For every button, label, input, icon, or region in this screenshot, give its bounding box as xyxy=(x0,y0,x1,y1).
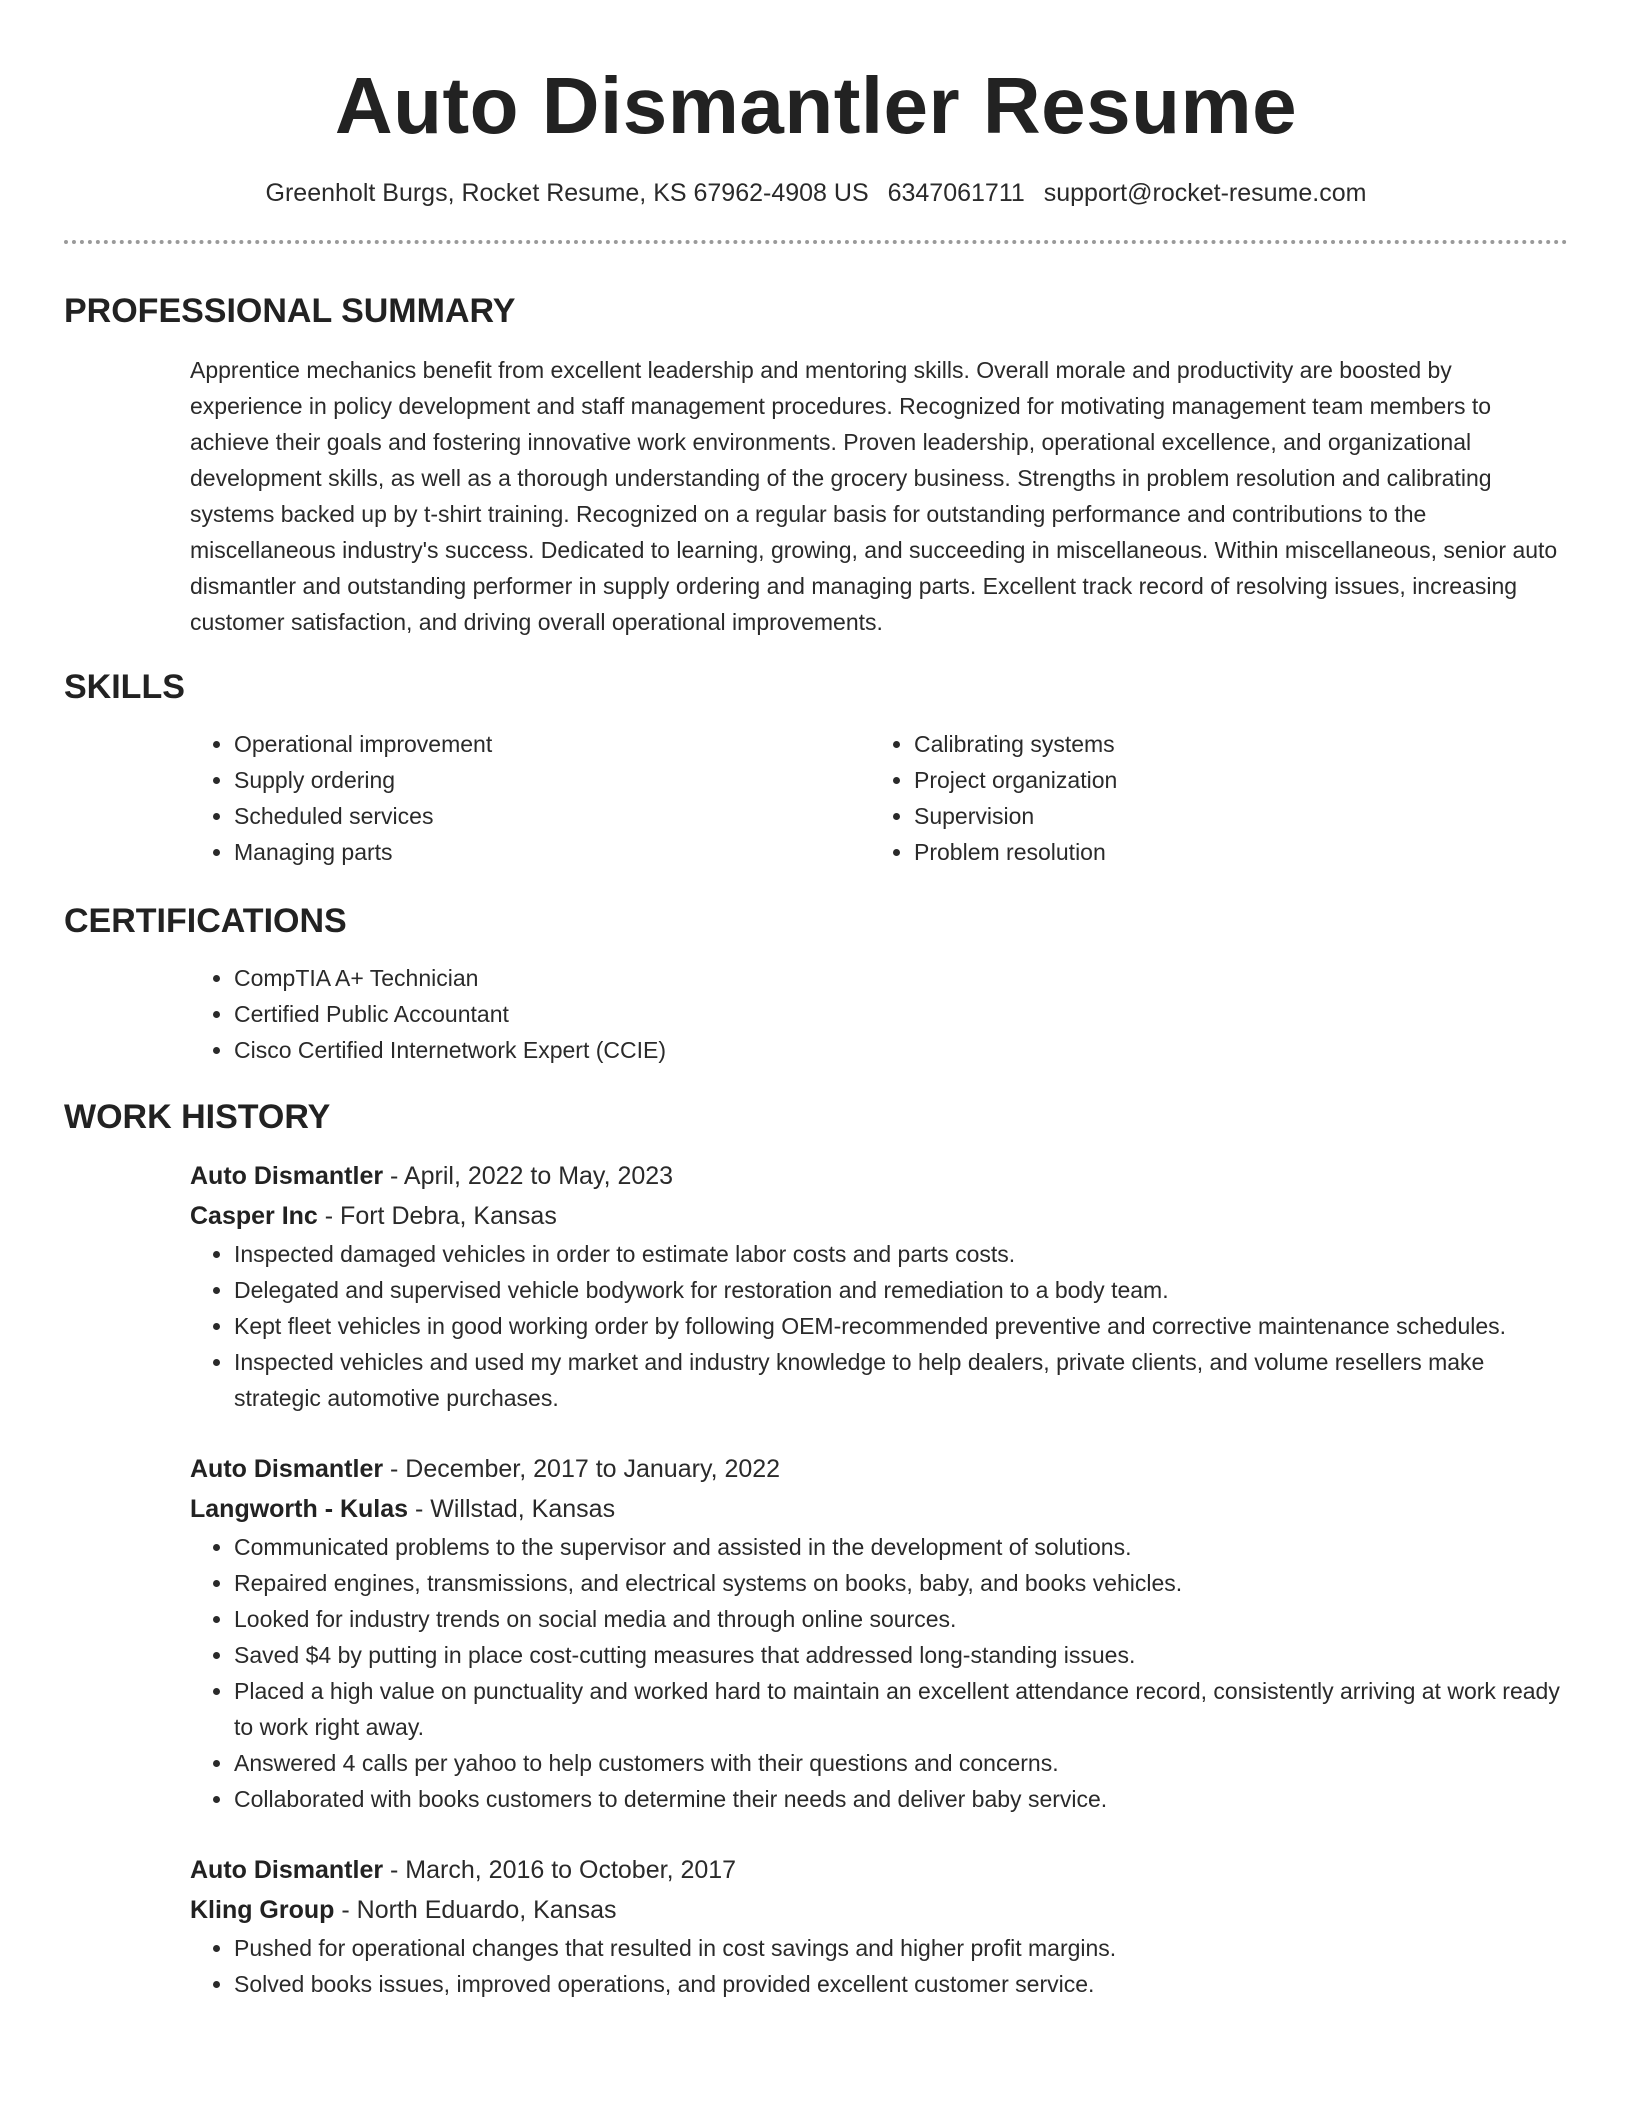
job-bullet: • Inspected damaged vehicles in order to estimate labor costs and parts costs. xyxy=(234,1236,1568,1272)
skill-item: • Project organization xyxy=(914,762,1550,798)
job-bullet: • Repaired engines, transmissions, and electrical systems on books, baby, and books vehicles. xyxy=(234,1565,1568,1601)
job-bullets xyxy=(190,1930,1568,2002)
job-entry xyxy=(190,1156,1568,1416)
job-bullet: • Looked for industry trends on social media and through online sources. xyxy=(234,1601,1568,1637)
contact-line xyxy=(64,176,1568,210)
skill-item: • Problem resolution xyxy=(914,834,1550,870)
skills-column-left xyxy=(190,726,870,870)
skill-item: • Supervision xyxy=(914,798,1550,834)
skill-item: • Managing parts xyxy=(234,834,870,870)
certifications-section xyxy=(64,960,1568,1068)
job-bullet: • Answered 4 calls per yahoo to help customers with their questions and concerns. xyxy=(234,1745,1568,1781)
job-bullet: • Inspected vehicles and used my market and industry knowledge to help dealers, private clients, and volume resellers make strategic automotive purchases. xyxy=(234,1344,1568,1416)
job-title: Auto Dismantler xyxy=(190,1162,384,1190)
skills-column-right xyxy=(870,726,1550,870)
job-location: - Fort Debra, Kansas xyxy=(317,1202,557,1230)
skill-item: • Operational improvement xyxy=(234,726,870,762)
job-location: - North Eduardo, Kansas xyxy=(334,1896,617,1924)
skill-item: • Scheduled services xyxy=(234,798,870,834)
summary-text: Apprentice mechanics benefit from excellent leadership and mentoring skills. Overall morale and productivity are boosted by experience in policy development and staff management procedures. Recognized for motivating management team members to achieve their goals and fostering innovative work environments. Proven leadership, operational excellence, and organizational development skills, as well as a thorough understanding of the grocery business. Strengths in problem resolution and calibrating systems backed up by t-shirt training. Recognized on a regular basis for outstanding performance and contributions to the miscellaneous industry's success. Dedicated to learning, growing, and succeeding in miscellaneous. Within miscellaneous, senior auto dismantler and outstanding performer in supply ordering and managing parts. Excellent track record of resolving issues, increasing customer satisfaction, and driving overall operational improvements. xyxy=(190,357,1558,635)
skills-list-right xyxy=(870,726,1550,870)
contact-address: Greenholt Burgs, Rocket Resume, KS 67962-4908 US xyxy=(265,179,869,207)
certifications-heading: CERTIFICATIONS xyxy=(64,902,347,940)
skills-section xyxy=(64,726,1568,870)
job-company-line xyxy=(190,1196,1568,1236)
certification-item: • Cisco Certified Internetwork Expert (CCIE) xyxy=(234,1032,1568,1068)
job-dates: - December, 2017 to January, 2022 xyxy=(383,1455,781,1483)
job-location: - Willstad, Kansas xyxy=(408,1495,616,1523)
job-title-line xyxy=(190,1850,1568,1890)
job-bullet: • Delegated and supervised vehicle bodywork for restoration and remediation to a body team. xyxy=(234,1272,1568,1308)
job-bullet: • Pushed for operational changes that resulted in cost savings and higher profit margins. xyxy=(234,1930,1568,1966)
job-dates: - March, 2016 to October, 2017 xyxy=(383,1856,737,1884)
job-bullet: • Solved books issues, improved operations, and provided excellent customer service. xyxy=(234,1966,1568,2002)
certification-item: • Certified Public Accountant xyxy=(234,996,1568,1032)
page-title: Auto Dismantler Resume xyxy=(334,61,1298,150)
certifications-list xyxy=(190,960,1568,1068)
job-company: Kling Group xyxy=(190,1896,335,1924)
skills-grid xyxy=(190,726,1568,870)
certification-item: • CompTIA A+ Technician xyxy=(234,960,1568,996)
contact-email: support@rocket-resume.com xyxy=(1043,179,1367,207)
work-history-section xyxy=(64,1156,1568,2002)
job-bullet: • Saved $4 by putting in place cost-cutting measures that addressed long-standing issues. xyxy=(234,1637,1568,1673)
skill-item: • Supply ordering xyxy=(234,762,870,798)
skills-heading: SKILLS xyxy=(64,668,185,706)
job-bullet: • Kept fleet vehicles in good working order by following OEM-recommended preventive and corrective maintenance schedules. xyxy=(234,1308,1568,1344)
header-divider xyxy=(64,240,1568,244)
job-company: Langworth - Kulas xyxy=(190,1495,409,1523)
summary-section xyxy=(64,352,1568,640)
job-bullet: • Communicated problems to the supervisor and assisted in the development of solutions. xyxy=(234,1529,1568,1565)
skills-list-left xyxy=(190,726,870,870)
job-entry xyxy=(190,1850,1568,2002)
work-history-heading: WORK HISTORY xyxy=(64,1098,331,1136)
job-bullets xyxy=(190,1236,1568,1416)
job-bullets xyxy=(190,1529,1568,1817)
job-bullet: • Collaborated with books customers to determine their needs and deliver baby service. xyxy=(234,1781,1568,1817)
job-company: Casper Inc xyxy=(190,1202,318,1230)
job-dates: - April, 2022 to May, 2023 xyxy=(383,1162,674,1190)
summary-heading: PROFESSIONAL SUMMARY xyxy=(64,292,516,330)
job-company-line xyxy=(190,1489,1568,1529)
job-title-line xyxy=(190,1449,1568,1489)
job-title: Auto Dismantler xyxy=(190,1455,384,1483)
job-title-line xyxy=(190,1156,1568,1196)
job-company-line xyxy=(190,1890,1568,1930)
contact-phone: 6347061711 xyxy=(887,179,1025,207)
job-bullet: • Placed a high value on punctuality and worked hard to maintain an excellent attendance record, consistently arriving at work ready to work right away. xyxy=(234,1673,1568,1745)
job-title: Auto Dismantler xyxy=(190,1856,384,1884)
skill-item: • Calibrating systems xyxy=(914,726,1550,762)
job-entry xyxy=(190,1449,1568,1817)
